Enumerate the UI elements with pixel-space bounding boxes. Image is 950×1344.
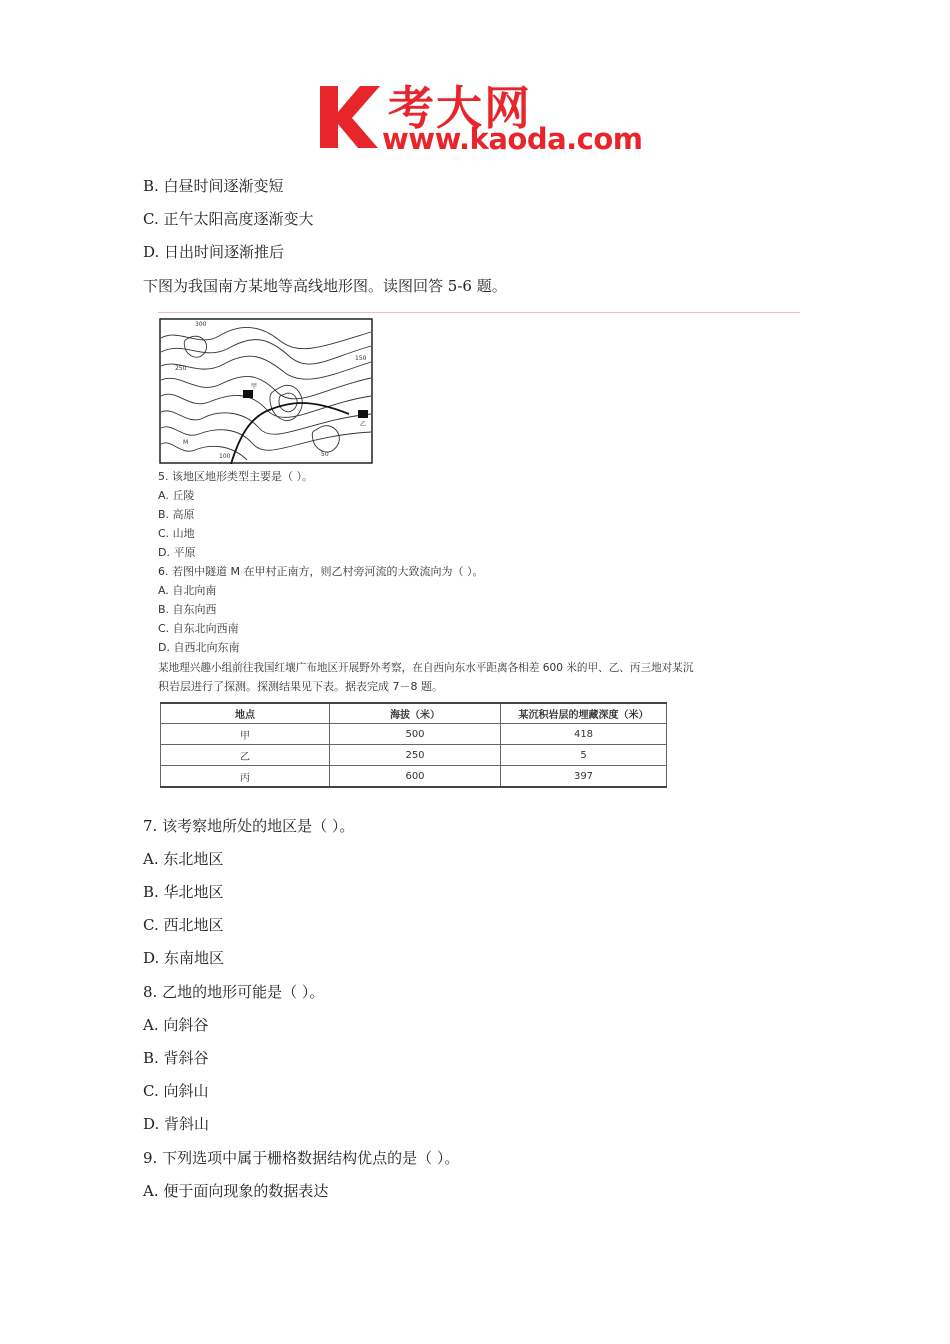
q5-option-b: B. 高原: [158, 508, 195, 521]
table-header-row: [161, 703, 667, 724]
q6-option-c: C. 自东北向西南: [158, 622, 239, 635]
survey-intro-line-1: 某地理兴趣小组前往我国红壤广布地区开展野外考察，在自西向东水平距离各相差 600 米的甲、乙、丙三地对某沉: [158, 662, 694, 674]
survey-table: [160, 702, 667, 788]
q5-option-c: C. 山地: [158, 527, 195, 540]
q9-option-a: A. 便于面向现象的数据表达: [143, 1182, 329, 1200]
q8-option-c: C. 向斜山: [143, 1082, 209, 1100]
cell-location: 甲: [161, 724, 330, 745]
separator-line: [158, 312, 800, 313]
table-row: [161, 724, 667, 745]
village-yi-icon: [358, 410, 368, 418]
question-7: 7. 该考察地所处的地区是（ ）。: [143, 817, 355, 835]
table-row: [161, 745, 667, 766]
contour-label: 100: [219, 453, 231, 460]
q8-option-a: A. 向斜谷: [143, 1016, 209, 1034]
question-8: 8. 乙地的地形可能是（ ）。: [143, 983, 325, 1001]
village-yi-label: 乙: [360, 421, 367, 428]
header-depth: 某沉积岩层的埋藏深度（米）: [501, 703, 667, 724]
k-logo-icon: [318, 78, 382, 150]
cell-location: 丙: [161, 766, 330, 788]
village-jia-icon: [243, 390, 253, 398]
option-c-line: C. 正午太阳高度逐渐变大: [143, 210, 314, 228]
cell-altitude: 500: [330, 724, 501, 745]
tunnel-m-label: M: [183, 439, 189, 446]
cell-altitude: 250: [330, 745, 501, 766]
cell-depth: 418: [501, 724, 667, 745]
q8-option-d: D. 背斜山: [143, 1115, 210, 1133]
contour-label: 300: [195, 321, 207, 328]
cell-altitude: 600: [330, 766, 501, 788]
contour-label: 150: [355, 355, 367, 362]
table-row: [161, 766, 667, 788]
q6-option-b: B. 自东向西: [158, 603, 217, 616]
q5-option-a: A. 丘陵: [158, 489, 195, 502]
survey-intro-line-2: 积岩层进行了探测。探测结果见下表。据表完成 7－8 题。: [158, 680, 443, 693]
contour-label: 50: [321, 451, 329, 458]
q7-option-a: A. 东北地区: [143, 850, 224, 868]
q6-option-d: D. 自西北向东南: [158, 641, 240, 654]
cell-depth: 5: [501, 745, 667, 766]
question-6: 6. 若图中隧道 M 在甲村正南方，则乙村旁河流的大致流向为（ ）。: [158, 565, 484, 578]
header-altitude: 海拔（米）: [330, 703, 501, 724]
cell-location: 乙: [161, 745, 330, 766]
header-location: 地点: [161, 703, 330, 724]
q7-option-d: D. 东南地区: [143, 949, 225, 967]
map-intro-line: 下图为我国南方某地等高线地形图。读图回答 5-6 题。: [143, 277, 507, 295]
contour-label: 250: [175, 365, 187, 372]
q7-option-b: B. 华北地区: [143, 883, 224, 901]
kaoda-logo[interactable]: [318, 78, 648, 160]
logo-url-text: www.kaoda.com: [382, 122, 643, 156]
q8-option-b: B. 背斜谷: [143, 1049, 209, 1067]
q6-option-a: A. 自北向南: [158, 584, 217, 597]
question-5: 5. 该地区地形类型主要是（ ）。: [158, 470, 313, 483]
contour-map: [159, 318, 373, 464]
village-jia-label: 甲: [251, 383, 258, 390]
logo-brand-text: 考大网: [388, 81, 532, 135]
option-d-line: D. 日出时间逐渐推后: [143, 243, 285, 261]
q5-option-d: D. 平原: [158, 546, 196, 559]
question-9: 9. 下列选项中属于栅格数据结构优点的是（ ）。: [143, 1149, 460, 1167]
q7-option-c: C. 西北地区: [143, 916, 224, 934]
option-b-line: B. 白昼时间逐渐变短: [143, 177, 284, 195]
cell-depth: 397: [501, 766, 667, 788]
